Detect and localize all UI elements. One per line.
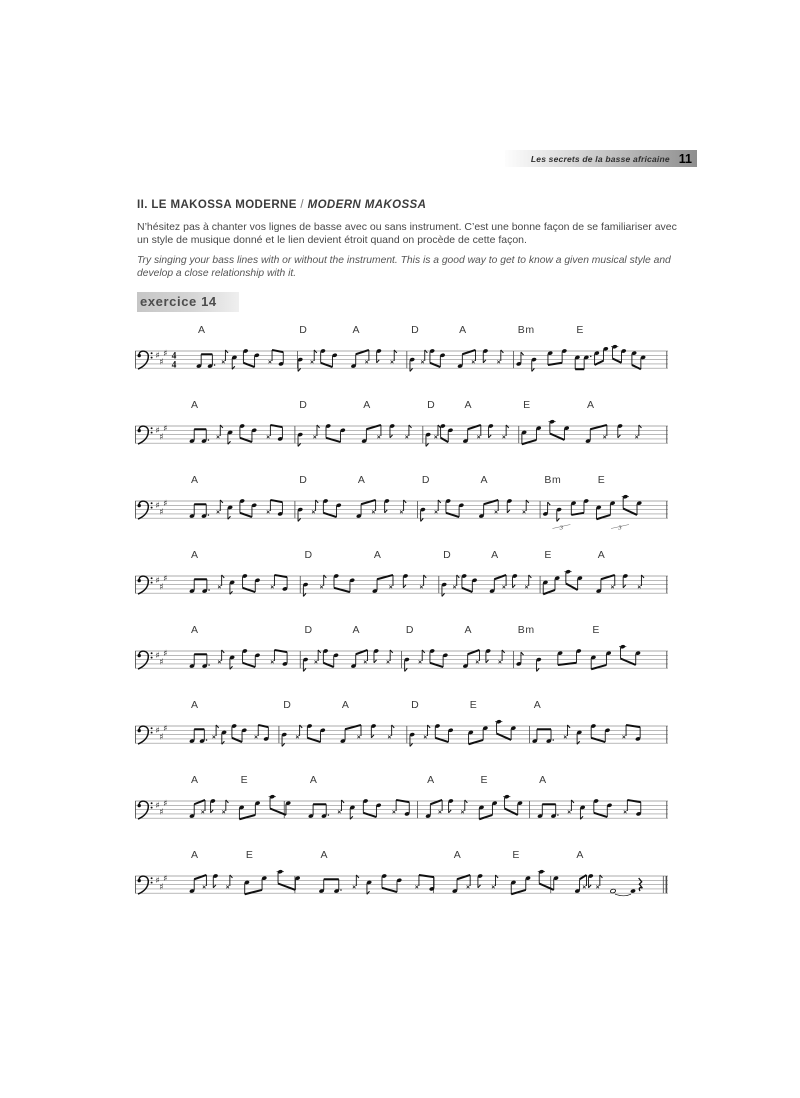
svg-text:D: D: [299, 399, 308, 411]
svg-text:E: E: [597, 474, 606, 486]
svg-text:×: ×: [621, 734, 626, 742]
svg-text:♯: ♯: [155, 876, 160, 886]
svg-text:×: ×: [312, 434, 317, 442]
svg-text:♯: ♯: [163, 798, 168, 809]
svg-text:×: ×: [216, 434, 220, 442]
svg-text:×: ×: [392, 809, 396, 817]
svg-text:×: ×: [202, 884, 207, 892]
svg-text:A: A: [464, 624, 473, 636]
svg-text:♯: ♯: [163, 423, 168, 434]
svg-text:×: ×: [602, 434, 607, 442]
svg-text:A: A: [320, 849, 329, 861]
svg-text:×: ×: [266, 434, 271, 442]
svg-text:×: ×: [497, 659, 502, 667]
svg-text:×: ×: [376, 434, 381, 442]
svg-text:×: ×: [623, 809, 628, 817]
svg-text:×: ×: [221, 359, 226, 367]
svg-text:E: E: [240, 774, 249, 786]
svg-text:D: D: [443, 549, 452, 561]
svg-text:A: A: [587, 399, 595, 411]
svg-text:×: ×: [420, 359, 425, 367]
svg-text:A: A: [491, 549, 499, 561]
svg-text:×: ×: [363, 659, 368, 667]
svg-text:4: 4: [171, 360, 177, 371]
svg-text:×: ×: [225, 884, 230, 892]
svg-text:×: ×: [217, 659, 222, 667]
svg-text:E: E: [512, 849, 521, 861]
svg-text:E: E: [469, 699, 478, 711]
svg-text:Bm: Bm: [517, 324, 535, 336]
svg-text:E: E: [544, 549, 553, 561]
svg-text:×: ×: [634, 434, 639, 442]
svg-text:♯: ♯: [163, 348, 168, 359]
svg-text:Bm: Bm: [517, 624, 535, 636]
svg-text:A: A: [373, 549, 382, 561]
music-notation: [135, 322, 670, 922]
svg-text:♯: ♯: [159, 432, 164, 443]
svg-text:×: ×: [200, 809, 205, 817]
paragraph-english: Try singing your bass lines with or without the instrument. This is a good way to get to know a given musical style and develop a close relationship with it.: [137, 255, 671, 279]
svg-text:×: ×: [221, 809, 226, 817]
svg-text:♯: ♯: [155, 726, 160, 736]
svg-text:×: ×: [337, 809, 342, 817]
staff-system-3: [135, 472, 668, 542]
svg-text:E: E: [523, 399, 531, 411]
svg-text:×: ×: [212, 734, 216, 742]
svg-text:×: ×: [452, 584, 457, 592]
svg-text:A: A: [352, 324, 361, 336]
svg-text:×: ×: [266, 509, 271, 517]
svg-text:×: ×: [460, 809, 465, 817]
svg-text:×: ×: [270, 659, 275, 667]
svg-text:×: ×: [310, 359, 314, 367]
svg-text:×: ×: [438, 809, 442, 817]
staff-system-6: [135, 697, 668, 767]
svg-text:A: A: [191, 624, 199, 636]
svg-text:A: A: [191, 699, 199, 711]
page-header: [505, 150, 697, 167]
book-title: Les secrets de la basse africaine: [530, 153, 670, 164]
svg-text:×: ×: [502, 434, 506, 442]
section-title-separator: /: [296, 199, 308, 211]
svg-text:♯: ♯: [163, 648, 168, 659]
svg-text:×: ×: [216, 509, 220, 517]
svg-text:×: ×: [371, 509, 376, 517]
svg-text:A: A: [341, 699, 350, 711]
svg-text:×: ×: [524, 584, 529, 592]
svg-text:E: E: [480, 774, 489, 786]
svg-text:♯: ♯: [155, 801, 160, 811]
svg-text:E: E: [576, 324, 584, 336]
section-title: [137, 199, 672, 211]
svg-text:E: E: [592, 624, 600, 636]
svg-text:×: ×: [496, 359, 501, 367]
svg-text:×: ×: [471, 359, 476, 367]
svg-text:♯: ♯: [159, 357, 164, 368]
svg-text:×: ×: [399, 509, 404, 517]
svg-text:♯: ♯: [159, 807, 164, 818]
svg-text:×: ×: [352, 884, 357, 892]
exercise-label: exercice 14: [137, 292, 239, 312]
svg-text:×: ×: [491, 884, 496, 892]
svg-text:A: A: [363, 399, 371, 411]
svg-text:×: ×: [414, 884, 419, 892]
svg-text:♯: ♯: [155, 351, 160, 361]
svg-text:♯: ♯: [159, 507, 164, 518]
svg-text:♯: ♯: [155, 426, 160, 436]
svg-text:×: ×: [637, 584, 642, 592]
section-title-french: II. LE MAKOSSA MODERNE: [137, 199, 297, 211]
svg-text:3: 3: [618, 524, 622, 532]
svg-text:♯: ♯: [155, 576, 160, 586]
svg-text:×: ×: [295, 734, 300, 742]
staff-system-7: [135, 772, 668, 842]
svg-text:×: ×: [419, 584, 424, 592]
svg-text:×: ×: [356, 734, 361, 742]
svg-text:A: A: [309, 774, 318, 786]
svg-text:×: ×: [387, 734, 392, 742]
svg-text:×: ×: [267, 359, 272, 367]
svg-text:A: A: [191, 399, 199, 411]
svg-text:×: ×: [501, 584, 506, 592]
svg-text:A: A: [197, 324, 206, 336]
svg-text:♯: ♯: [159, 882, 164, 893]
svg-text:D: D: [283, 699, 292, 711]
staff-system-4: [135, 547, 668, 617]
svg-text:♯: ♯: [155, 651, 160, 661]
svg-text:×: ×: [563, 734, 568, 742]
svg-text:♯: ♯: [163, 723, 168, 734]
svg-text:×: ×: [494, 509, 498, 517]
section-title-english: MODERN MAKOSSA: [307, 199, 427, 211]
svg-text:×: ×: [475, 659, 480, 667]
svg-text:×: ×: [314, 659, 318, 667]
svg-text:♯: ♯: [159, 732, 164, 743]
svg-text:A: A: [357, 474, 366, 486]
svg-text:D: D: [405, 624, 415, 636]
svg-text:D: D: [421, 474, 431, 486]
svg-text:×: ×: [386, 659, 390, 667]
svg-text:×: ×: [364, 359, 369, 367]
svg-text:×: ×: [254, 734, 258, 742]
svg-text:A: A: [539, 774, 547, 786]
svg-text:×: ×: [610, 584, 615, 592]
svg-text:D: D: [411, 324, 420, 336]
svg-text:×: ×: [404, 434, 409, 442]
svg-text:×: ×: [567, 809, 572, 817]
svg-text:E: E: [245, 849, 254, 861]
svg-text:3: 3: [559, 524, 564, 532]
svg-text:♯: ♯: [159, 657, 164, 668]
svg-text:×: ×: [434, 509, 438, 517]
svg-text:×: ×: [582, 884, 587, 892]
svg-text:D: D: [304, 549, 313, 561]
svg-text:A: A: [191, 774, 199, 786]
svg-text:×: ×: [476, 434, 481, 442]
svg-text:×: ×: [595, 884, 600, 892]
svg-text:A: A: [576, 849, 584, 861]
svg-text:Bm: Bm: [544, 474, 562, 486]
svg-text:A: A: [464, 399, 473, 411]
page-number: 11: [678, 151, 692, 166]
svg-text:A: A: [427, 774, 435, 786]
svg-text:×: ×: [418, 659, 422, 667]
svg-text:4: 4: [171, 351, 177, 362]
svg-text:×: ×: [466, 884, 470, 892]
svg-text:×: ×: [270, 584, 275, 592]
staff-system-8: [135, 847, 668, 917]
svg-text:×: ×: [522, 509, 526, 517]
svg-text:A: A: [597, 549, 606, 561]
staff-system-2: [135, 397, 668, 467]
svg-text:×: ×: [319, 584, 324, 592]
svg-text:×: ×: [388, 584, 393, 592]
svg-text:A: A: [533, 699, 542, 711]
svg-text:A: A: [459, 324, 467, 336]
paragraph-french: N’hésitez pas à chanter vos lignes de basse avec ou sans instrument. C’est une bonne façon de se familiariser avec un style de musique donné et le lien devient étroit quand on procède de cette façon.: [137, 221, 677, 246]
svg-text:×: ×: [433, 434, 438, 442]
svg-text:A: A: [191, 549, 199, 561]
svg-text:D: D: [304, 624, 313, 636]
svg-text:A: A: [191, 474, 199, 486]
svg-text:♯: ♯: [155, 501, 160, 511]
svg-text:×: ×: [217, 584, 222, 592]
svg-text:D: D: [299, 324, 308, 336]
svg-text:♯: ♯: [163, 873, 168, 884]
svg-text:A: A: [453, 849, 462, 861]
svg-text:♯: ♯: [163, 498, 168, 509]
svg-text:×: ×: [311, 509, 316, 517]
svg-text:♯: ♯: [163, 573, 168, 584]
svg-text:A: A: [480, 474, 489, 486]
svg-text:A: A: [191, 849, 199, 861]
staff-system-1: [135, 322, 668, 392]
svg-text:×: ×: [390, 359, 394, 367]
svg-text:×: ×: [423, 734, 428, 742]
svg-text:♯: ♯: [159, 582, 164, 593]
svg-text:D: D: [411, 699, 420, 711]
svg-text:A: A: [352, 624, 361, 636]
svg-text:D: D: [427, 399, 436, 411]
staff-system-5: [135, 622, 668, 692]
svg-text:D: D: [299, 474, 308, 486]
